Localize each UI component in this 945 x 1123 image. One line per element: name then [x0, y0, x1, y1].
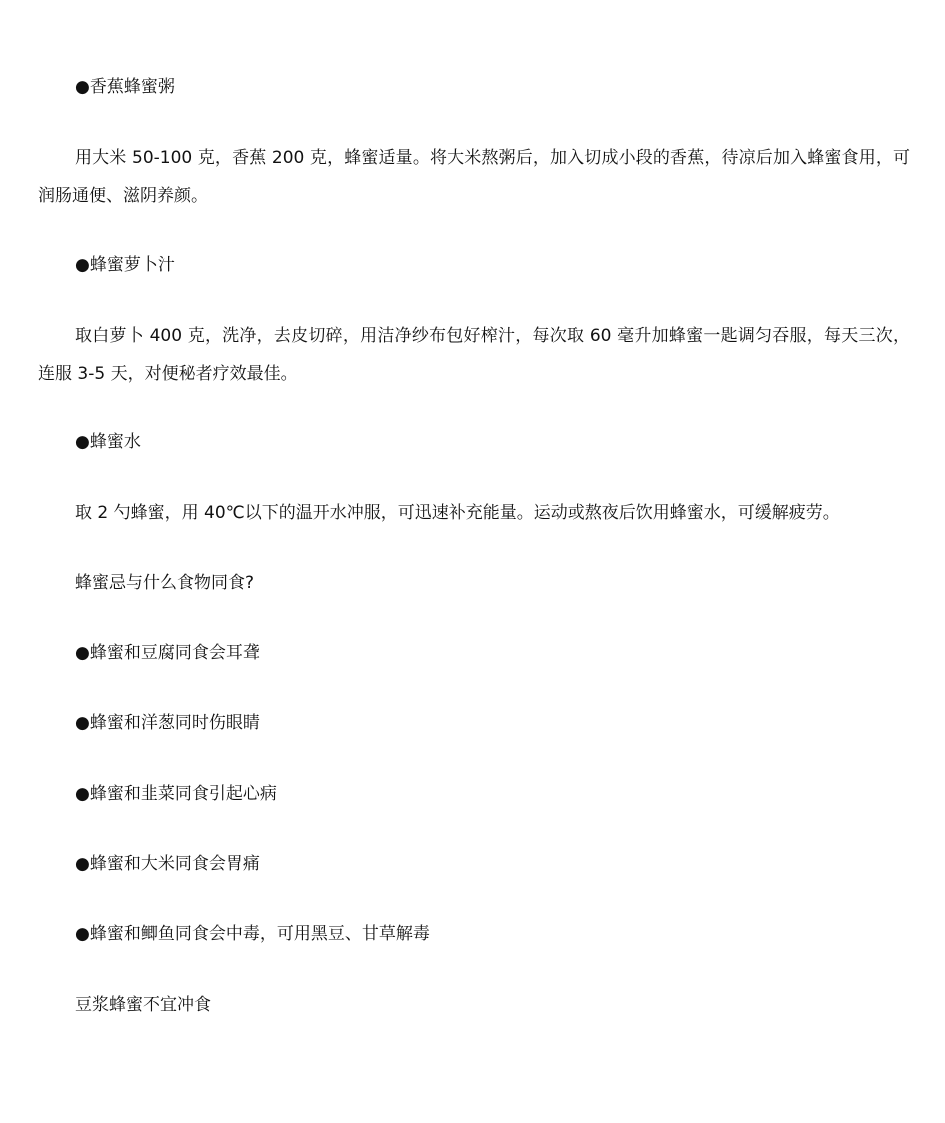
heading-soy-milk-honey: 豆浆蜂蜜不宜冲食	[75, 995, 211, 1015]
paragraph-honey-radish-juice: 取白萝卜 400 克，洗净，去皮切碎，用洁净纱布包好榨汁，每次取 60 毫升加蜂蜜一匙调匀吞服，每天三次，连服 3-5 天，对便秘者疗效最佳。	[38, 326, 910, 384]
taboo-item-chives: ●蜂蜜和韭菜同食引起心病	[75, 784, 277, 804]
paragraph-banana-honey-porridge: 用大米 50-100 克，香蕉 200 克，蜂蜜适量。将大米熬粥后，加入切成小段的香蕉，待凉后加入蜂蜜食用，可润肠通便、滋阴养颜。	[38, 148, 910, 206]
taboo-item-onion: ●蜂蜜和洋葱同时伤眼睛	[75, 713, 260, 733]
taboo-item-tofu: ●蜂蜜和豆腐同食会耳聋	[75, 643, 260, 663]
heading-honey-radish-juice: ●蜂蜜萝卜汁	[75, 255, 175, 275]
heading-honey-water: ●蜂蜜水	[75, 432, 141, 452]
taboo-item-rice: ●蜂蜜和大米同食会胃痛	[75, 854, 260, 874]
heading-banana-honey-porridge: ●香蕉蜂蜜粥	[75, 77, 175, 97]
paragraph-honey-water: 取 2 勺蜂蜜，用 40℃以下的温开水冲服，可迅速补充能量。运动或熬夜后饮用蜂蜜水，可缓解疲劳。	[75, 503, 840, 523]
taboo-item-crucian-carp: ●蜂蜜和鲫鱼同食会中毒，可用黑豆、甘草解毒	[75, 924, 430, 944]
heading-honey-food-taboos: 蜂蜜忌与什么食物同食?	[75, 573, 255, 593]
